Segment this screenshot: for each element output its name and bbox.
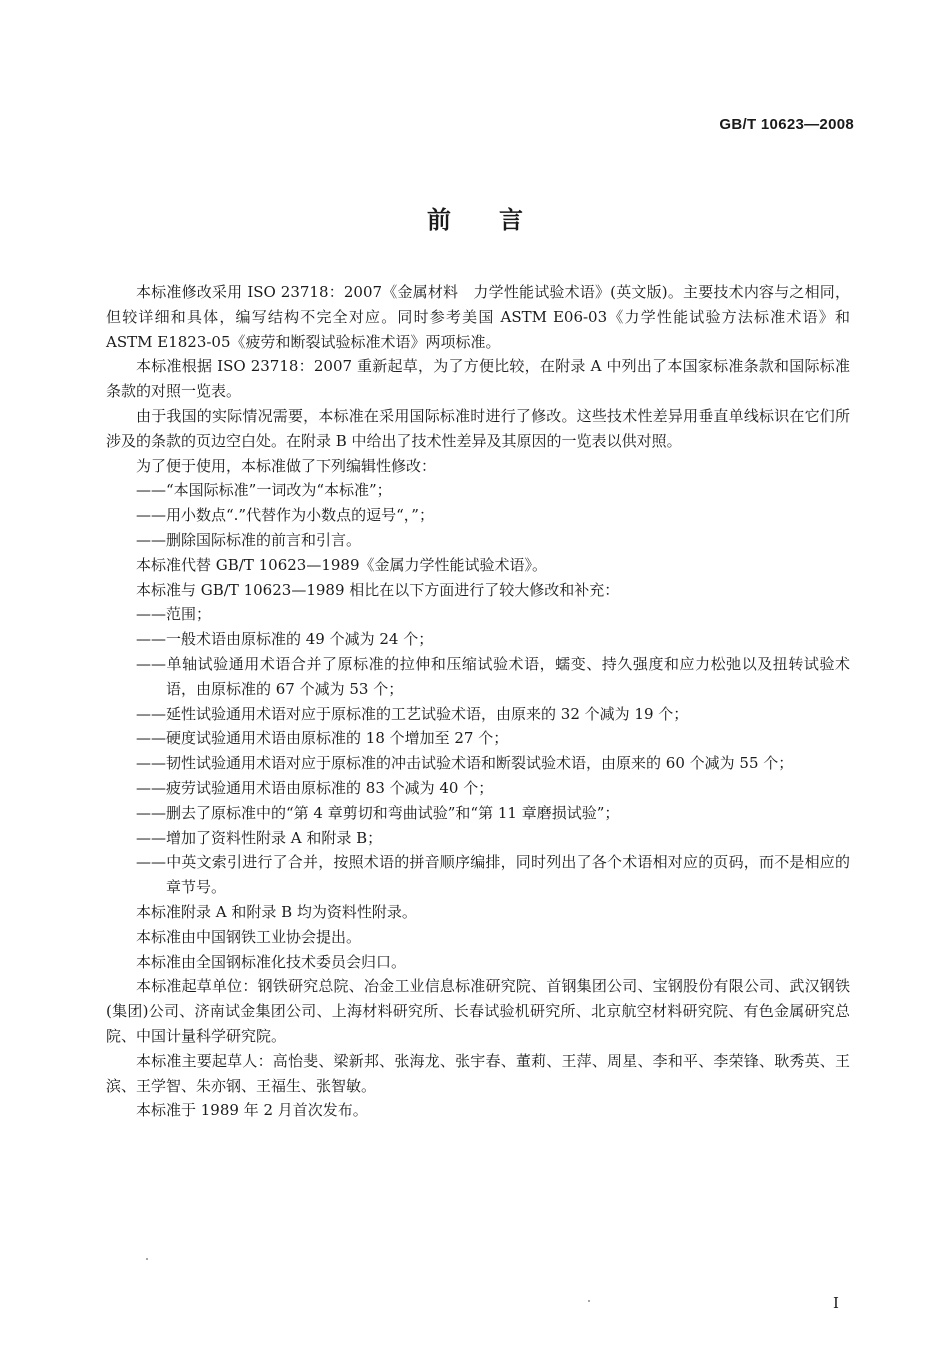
paragraph: 本标准根据 ISO 23718：2007 重新起草，为了方便比较，在附录 A 中列出了本国家标准条款和国际标准条款的对照一览表。	[106, 357, 850, 401]
scan-speck	[146, 1258, 148, 1260]
list-item: ——韧性试验通用术语对应于原标准的冲击试验术语和断裂试验术语，由原来的 60 个减为 55 个；	[136, 754, 794, 773]
list-item: ——延性试验通用术语对应于原标准的工艺试验术语，由原来的 32 个减为 19 个；	[136, 704, 689, 723]
paragraph: 本标准由全国钢标准化技术委员会归口。	[136, 952, 407, 971]
list-item: ——删去了原标准中的“第 4 章剪切和弯曲试验”和“第 11 章磨损试验”；	[136, 803, 620, 822]
paragraph: 本标准代替 GB/T 10623—1989《金属力学性能试验术语》。	[136, 555, 547, 574]
foreword-body	[106, 280, 850, 1123]
standard-number: GB/T 10623—2008	[719, 116, 854, 133]
paragraph: 为了便于使用，本标准做了下列编辑性修改：	[136, 456, 437, 475]
paragraph: 本标准起草单位：钢铁研究总院、冶金工业信息标准研究院、首钢集团公司、宝钢股份有限公司、武汉钢铁(集团)公司、济南试金集团公司、上海材料研究所、长春试验机研究所、北京航空材料研究院、有色金属研究总院、中国计量科学研究院。	[106, 977, 850, 1045]
page-title: 前言	[427, 205, 571, 234]
page-number: I	[833, 1294, 839, 1312]
list-item: ——范围；	[136, 605, 212, 624]
list-item: ——一般术语由原标准的 49 个减为 24 个；	[136, 630, 434, 649]
paragraph: 本标准修改采用 ISO 23718：2007《金属材料 力学性能试验术语》(英文版)。主要技术内容与之相同，但较详细和具体，编写结构不完全对应。同时参考美国 ASTM E06-03《力学性能试验方法标准术语》和 ASTM E1823-05《疲劳和断裂试验标准术语》两项标准。	[106, 283, 850, 351]
list-item: ——删除国际标准的前言和引言。	[136, 530, 362, 549]
list-item: ——用小数点“.”代替作为小数点的逗号“，”；	[136, 506, 434, 525]
list-item: ——中英文索引进行了合并，按照术语的拼音顺序编排，同时列出了各个术语相对应的页码，而不是相应的章节号。	[136, 853, 850, 897]
paragraph: 本标准主要起草人：高怡斐、梁新邦、张海龙、张宇春、董莉、王萍、周星、李和平、李荣锋、耿秀英、王滨、王学智、朱亦钢、王福生、张智敏。	[106, 1051, 850, 1095]
list-item: ——硬度试验通用术语由原标准的 18 个增加至 27 个；	[136, 729, 509, 748]
paragraph: 本标准附录 A 和附录 B 均为资料性附录。	[136, 902, 417, 921]
paragraph: 本标准由中国钢铁工业协会提出。	[136, 927, 362, 946]
list-item: ——疲劳试验通用术语由原标准的 83 个减为 40 个；	[136, 778, 494, 797]
list-item: ——“本国际标准”一词改为“本标准”；	[136, 481, 392, 500]
list-item: ——单轴试验通用术语合并了原标准的拉伸和压缩试验术语，蠕变、持久强度和应力松弛以及扭转试验术语，由原标准的 67 个减为 53 个；	[136, 654, 850, 698]
scan-speck	[588, 1300, 590, 1302]
paragraph: 由于我国的实际情况需要，本标准在采用国际标准时进行了修改。这些技术性差异用垂直单线标识在它们所涉及的条款的页边空白处。在附录 B 中给出了技术性差异及其原因的一览表以供对照。	[106, 406, 850, 450]
paragraph: 本标准与 GB/T 10623—1989 相比在以下方面进行了较大修改和补充：	[136, 580, 620, 599]
list-item: ——增加了资料性附录 A 和附录 B；	[136, 828, 383, 847]
paragraph: 本标准于 1989 年 2 月首次发布。	[136, 1101, 368, 1120]
